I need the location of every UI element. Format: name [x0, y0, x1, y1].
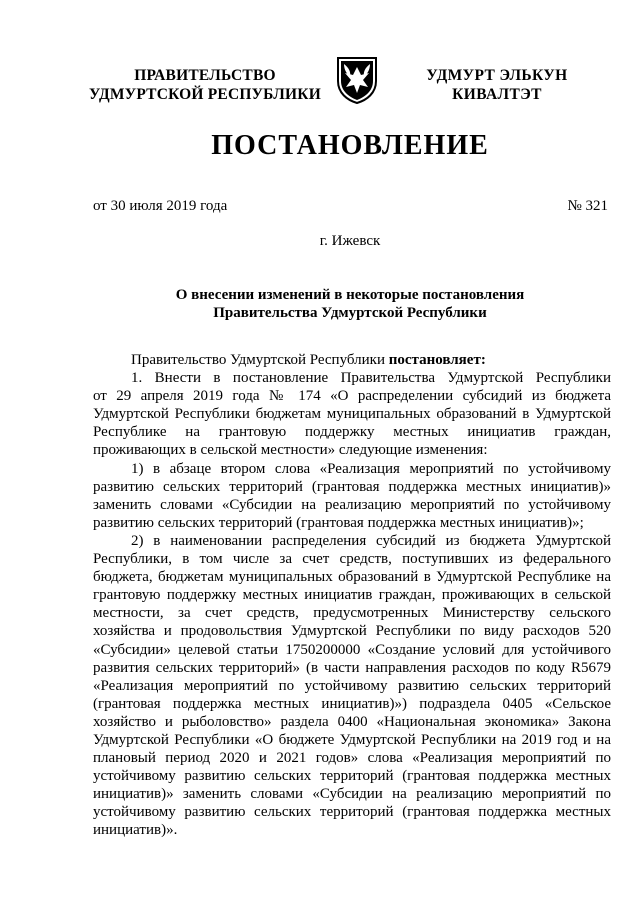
- body-line: устойчивому развитию сельских территорий (грантовая поддержка местных: [93, 768, 611, 785]
- body-intro: [93, 351, 611, 369]
- body-line: грантовую поддержку местных инициатив граждан, проживающих в сельской: [93, 587, 611, 604]
- body-line: 2) в наименовании распределения субсидий из бюджета Удмуртской: [131, 532, 611, 549]
- body-line: 1. Внести в постановление Правительства Удмуртской Республики: [131, 370, 611, 387]
- intro-decree-word: постановляет:: [388, 352, 486, 368]
- body-line: хозяйство и рыболовство» раздела 0400 «Национальная экономика» Закона: [93, 713, 611, 730]
- body-line: (грантовая поддержка местных инициатив)») подраздела 0405 «Сельское: [93, 695, 611, 712]
- intro-text: Правительство Удмуртской Республики: [131, 352, 389, 368]
- body-line: развитию сельских территорий (грантовая поддержка местных инициатив)»: [93, 478, 611, 495]
- body-line: развития сельских территорий» (в части направления расходов по коду R5679: [93, 659, 611, 676]
- document-date: от 30 июля 2019 года: [93, 198, 228, 214]
- document-subject: [150, 286, 550, 322]
- document-body: [93, 351, 611, 840]
- subject-line-1: О внесении изменений в некоторые постановления: [175, 287, 525, 303]
- body-line: Республике на грантовую поддержку местных инициатив граждан,: [93, 424, 611, 441]
- body-line: устойчивому развитию сельских территорий (грантовая поддержка местных: [93, 804, 611, 821]
- body-line: Удмуртской Республики бюджетам муниципальных образований в Удмуртской: [93, 406, 611, 423]
- document-title: ПОСТАНОВЛЕНИЕ: [211, 130, 489, 161]
- body-line: 1) в абзаце втором слова «Реализация мероприятий по устойчивому: [131, 460, 611, 477]
- body-line: заменить словами «Субсидии на реализацию мероприятий по устойчивому: [93, 496, 611, 513]
- body-line: инициатив)» заменить словами «Субсидии на реализацию мероприятий по: [93, 786, 611, 803]
- body-line: хозяйства и продовольствия Удмуртской Республики по виду расходов 520: [93, 623, 611, 640]
- body-line: плановый период 2020 и 2021 годов» слова «Реализация мероприятий по: [93, 750, 611, 767]
- body-line: Республики, в том числе за счет средств, поступивших из федерального: [93, 551, 611, 568]
- body-line: «Реализация мероприятий по устойчивому развитию сельских территорий: [93, 677, 611, 694]
- document-number: № 321: [567, 198, 608, 214]
- body-line: «Субсидии» целевой статьи 1750200000 «Создание условий для устойчивого: [93, 641, 611, 658]
- subject-line-2: Правительства Удмуртской Республики: [213, 305, 487, 321]
- body-line: Удмуртской Республики «О бюджете Удмуртской Республики на 2019 год и на: [93, 731, 611, 748]
- issuer-udmurt-line-1: УДМУРТ ЭЛЬКУН: [426, 67, 568, 84]
- body-line: инициатив)».: [93, 822, 178, 839]
- body-line: развитию сельских территорий (грантовая поддержка местных инициатив)»;: [93, 514, 584, 531]
- issuer-line-2: УДМУРТСКОЙ РЕСПУБЛИКИ: [89, 86, 321, 103]
- issuer-header-udmurt: [418, 66, 576, 104]
- document-city: г. Ижевск: [319, 233, 381, 249]
- body-line: от 29 апреля 2019 года № 174 «О распределении субсидий из бюджета: [93, 388, 611, 405]
- body-line: местности, за счет средств, предусмотренных Министерству сельского: [93, 605, 611, 622]
- coat-of-arms-icon: [335, 55, 379, 105]
- issuer-header-russian: [70, 66, 340, 104]
- body-line: бюджета, бюджетам муниципальных образований в Удмуртской Республике на: [93, 569, 611, 586]
- body-line: проживающих в сельской местности» следующие изменения:: [93, 442, 488, 459]
- issuer-line-1: ПРАВИТЕЛЬСТВО: [134, 67, 276, 84]
- issuer-udmurt-line-2: КИВАЛТЭТ: [452, 86, 542, 103]
